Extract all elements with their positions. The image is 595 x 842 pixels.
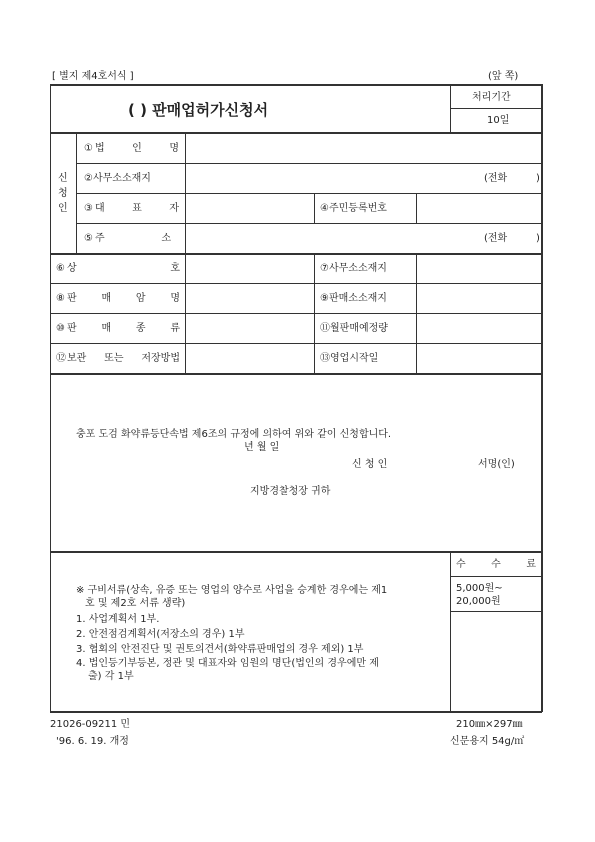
business-start-date-label: ⑬영업시작일 bbox=[320, 353, 379, 364]
frame-left bbox=[50, 84, 51, 712]
corp-name-num: ① bbox=[84, 143, 93, 154]
row-line-2 bbox=[76, 163, 542, 164]
corp-name-char: 인 bbox=[132, 143, 142, 154]
sales-location-field[interactable] bbox=[418, 285, 540, 312]
declaration-text: 충포 도검 화약류등단속법 제6조의 규정에 의하여 위와 같이 신청합니다. bbox=[76, 429, 392, 440]
monthly-sales-plan-field[interactable] bbox=[418, 315, 540, 342]
trade-name-char: 상 bbox=[67, 263, 77, 274]
resident-number-label: ④주민등록번호 bbox=[320, 203, 387, 214]
sales-item-field[interactable] bbox=[187, 285, 312, 312]
signature-seal[interactable]: 서명(인) bbox=[478, 459, 515, 470]
representative-char: 자 bbox=[169, 203, 179, 214]
storage-word: 또는 bbox=[104, 353, 124, 364]
sales-type-char: 종 bbox=[135, 323, 146, 334]
paper-type: 신문용지 54g/㎡ bbox=[450, 736, 525, 747]
address-label bbox=[95, 234, 171, 244]
row-line-5 bbox=[50, 253, 542, 255]
sales-location-label: ⑨판매소소재지 bbox=[320, 293, 387, 304]
fee-value-line bbox=[450, 611, 542, 612]
page-side-label: (앞 쪽) bbox=[488, 71, 519, 82]
col-mid-a bbox=[314, 193, 315, 224]
fee-label-line bbox=[450, 576, 542, 577]
phone-2-label: (전화 bbox=[484, 233, 508, 244]
applicant-signature-label: 신 청 인 bbox=[352, 459, 388, 470]
business-start-date-field[interactable] bbox=[418, 345, 540, 372]
address-char: 소 bbox=[161, 233, 171, 244]
processing-period-label: 처리기간 bbox=[472, 92, 511, 103]
trade-name-char: 호 bbox=[170, 263, 180, 274]
col-mid-b bbox=[314, 253, 315, 374]
row-line-8 bbox=[50, 343, 542, 344]
resident-number-field[interactable] bbox=[418, 195, 540, 222]
office-location-label: ⑦사무소소재지 bbox=[320, 263, 387, 274]
col-right-b bbox=[416, 253, 417, 374]
document-item: 1. 사업계획서 1부. bbox=[76, 614, 160, 625]
row-line-6 bbox=[50, 283, 542, 284]
period-divider bbox=[450, 108, 542, 109]
revision-date: '96. 6. 19. 개정 bbox=[56, 736, 129, 747]
frame-right bbox=[541, 84, 543, 712]
address-num: ⑤ bbox=[84, 233, 93, 244]
monthly-sales-plan-label: ⑪월판매예정량 bbox=[320, 323, 388, 334]
sales-type-char: 류 bbox=[170, 323, 180, 334]
trade-name-num: ⑥ bbox=[56, 263, 65, 274]
sales-item-char: 명 bbox=[170, 293, 180, 304]
sales-item-char: 매 bbox=[101, 293, 112, 304]
representative-field[interactable] bbox=[187, 195, 312, 222]
representative-num: ③ bbox=[84, 203, 93, 214]
document-item: 3. 협회의 안전진단 및 권토의견서(화약류판매업의 경우 제외) 1부 bbox=[76, 644, 364, 655]
sales-item-char: 암 bbox=[135, 293, 146, 304]
sales-type-num: ⑩ bbox=[56, 323, 65, 334]
row-line-10 bbox=[50, 551, 542, 553]
sales-item-num: ⑧ bbox=[56, 293, 65, 304]
row-line-1 bbox=[50, 132, 542, 134]
frame-bottom bbox=[50, 711, 542, 713]
col-label bbox=[185, 132, 186, 374]
applicant-char-3: 인 bbox=[58, 203, 68, 214]
title-divider bbox=[450, 86, 451, 132]
processing-period-value: 10일 bbox=[487, 115, 510, 126]
row-line-7 bbox=[50, 313, 542, 314]
corp-name-label bbox=[95, 144, 179, 154]
document-item: 4. 법인등기부등본, 정관 및 대표자와 임원의 명단(법인의 경우에만 제 bbox=[76, 658, 379, 669]
document-item-continued: 출) 각 1부 bbox=[88, 671, 134, 682]
fee-range-line-2: 20,000원 bbox=[456, 596, 501, 607]
paper-size: 210㎜×297㎜ bbox=[456, 719, 523, 730]
trade-name-label bbox=[67, 264, 180, 274]
address-field[interactable] bbox=[187, 225, 477, 252]
sales-item-char: 판 bbox=[67, 293, 77, 304]
representative-char: 대 bbox=[95, 203, 105, 214]
sales-type-field[interactable] bbox=[187, 315, 312, 342]
storage-word: 보관 bbox=[67, 353, 87, 364]
row-line-3 bbox=[76, 193, 542, 194]
applicant-char-1: 신 bbox=[58, 173, 68, 184]
storage-method-field[interactable] bbox=[187, 345, 312, 372]
form-code: 21026-09211 민 bbox=[50, 719, 131, 730]
storage-word: 저장방법 bbox=[141, 353, 180, 364]
fee-label-char: 료 bbox=[526, 559, 536, 570]
office-address-label: ②사무소소재지 bbox=[84, 173, 151, 184]
representative-char: 표 bbox=[132, 203, 142, 214]
applicant-char-2: 청 bbox=[58, 188, 68, 199]
document-item: 2. 안전점검계획서(저장소의 경우) 1부 bbox=[76, 629, 245, 640]
fee-label bbox=[456, 560, 536, 570]
recipient-line: 지방경찰청장 귀하 bbox=[250, 486, 331, 497]
phone-2-close: ) bbox=[536, 233, 540, 244]
phone-1-close: ) bbox=[536, 173, 540, 184]
representative-label bbox=[95, 204, 179, 214]
fee-label-char: 수 bbox=[491, 559, 501, 570]
corp-name-field[interactable] bbox=[187, 135, 540, 162]
sales-type-char: 판 bbox=[67, 323, 77, 334]
storage-num: ⑫ bbox=[56, 353, 66, 364]
declaration-date: 년 월 일 bbox=[244, 442, 280, 453]
fee-range-line-1: 5,000원~ bbox=[456, 583, 503, 594]
address-char: 주 bbox=[95, 233, 105, 244]
fee-label-char: 수 bbox=[456, 559, 466, 570]
col-applicant bbox=[76, 132, 77, 254]
documents-intro-line-1: ※ 구비서류(상속, 유증 또는 영업의 양수로 사업을 승계한 경우에는 제1 bbox=[76, 585, 388, 596]
documents-intro-line-2: 호 및 제2호 서류 생략) bbox=[85, 598, 186, 609]
sales-type-label bbox=[67, 324, 180, 334]
storage-label bbox=[67, 354, 180, 364]
trade-name-field[interactable] bbox=[187, 256, 312, 282]
row-line-4 bbox=[76, 223, 542, 224]
phone-1-label: (전화 bbox=[484, 173, 508, 184]
col-right-a bbox=[416, 193, 417, 224]
office-address-field[interactable] bbox=[187, 165, 477, 192]
sales-item-label bbox=[67, 294, 180, 304]
sales-type-char: 매 bbox=[101, 323, 112, 334]
corp-name-char: 법 bbox=[95, 143, 105, 154]
office-location-field[interactable] bbox=[418, 256, 540, 282]
corp-name-char: 명 bbox=[169, 143, 179, 154]
form-title: ( ) 판매업허가신청서 bbox=[128, 101, 269, 119]
form-number-label: [ 별지 제4호서식 ] bbox=[52, 71, 134, 82]
frame-top bbox=[50, 84, 542, 86]
row-line-9 bbox=[50, 373, 542, 375]
